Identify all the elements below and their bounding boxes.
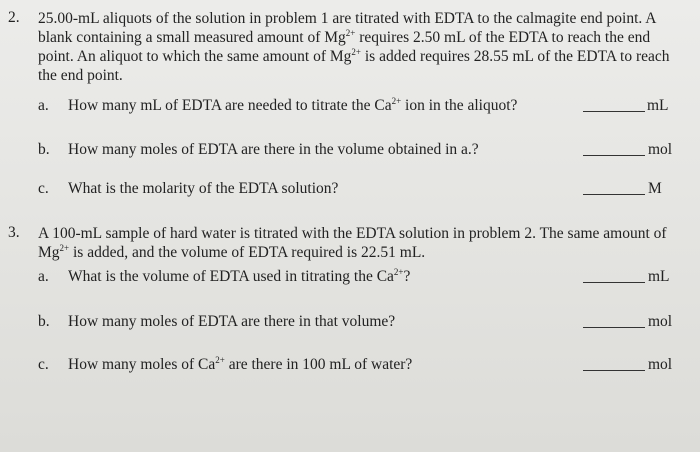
- problem-2-question-a: [38, 97, 688, 119]
- question-text: How many moles of EDTA are there in the volume obtained in a.?: [68, 141, 479, 158]
- answer-unit: mol: [648, 313, 673, 330]
- question-text: What is the molarity of the EDTA solution?: [68, 180, 339, 197]
- question-letter: b.: [38, 141, 50, 158]
- problem-3-question-c: [38, 356, 688, 378]
- answer-unit: M: [648, 180, 662, 197]
- answer-blank[interactable]: [583, 327, 645, 328]
- problem-3-text: A 100-mL sample of hard water is titrated with the EDTA solution in problem 2. The same amount of $Mg^{2+}$ is added, and the volume of EDTA required is 22.51 mL.: [38, 225, 667, 261]
- question-text: How many moles of $Ca^{2+}$ are there in 100 mL of water?: [68, 355, 413, 373]
- answer-unit: mol: [648, 141, 673, 158]
- answer-blank[interactable]: [583, 282, 645, 283]
- superscript-charge: 2+: [391, 96, 402, 106]
- superscript-charge: 2+: [59, 243, 70, 253]
- answer-blank[interactable]: [583, 111, 645, 112]
- answer-unit: mL: [648, 268, 670, 285]
- question-letter: c.: [38, 356, 49, 373]
- superscript-charge: 2+: [215, 355, 225, 365]
- problem-2: [8, 9, 688, 85]
- question-letter: a.: [38, 97, 49, 114]
- question-letter: b.: [38, 313, 50, 330]
- superscript-charge: 2+: [351, 47, 361, 57]
- answer-unit: mL: [647, 97, 669, 114]
- superscript-charge: 2+: [393, 267, 404, 277]
- problem-2-question-c: [38, 180, 688, 202]
- problem-2-question-b: [38, 141, 688, 163]
- superscript-charge: 2+: [345, 28, 356, 38]
- problem-3-number: 3.: [8, 224, 20, 241]
- answer-unit: mol: [648, 356, 673, 373]
- answer-blank[interactable]: [583, 155, 645, 156]
- problem-2-number: 2.: [8, 9, 20, 26]
- question-text: How many mL of EDTA are needed to titrate the $Ca^{2+}$ ion in the aliquot?: [68, 96, 518, 114]
- question-letter: c.: [38, 180, 49, 197]
- answer-blank[interactable]: [583, 370, 645, 371]
- problem-3-question-a: [38, 268, 688, 290]
- question-text: How many moles of EDTA are there in that volume?: [68, 313, 396, 330]
- question-letter: a.: [38, 268, 49, 285]
- question-text: What is the volume of EDTA used in titrating the $Ca^{2+}$?: [68, 267, 411, 285]
- problem-2-text: 25.00-mL aliquots of the solution in problem 1 are titrated with EDTA to the calmagite end point. A blank containing a small measured amount of $Mg^{2+}$ requires 2.50 mL of the EDTA to reach the end point. An aliquot to which the same amount of $Mg^{2+}$ is added requires 28.55 mL of the EDTA to reach the end point.: [38, 10, 670, 84]
- problem-3-question-b: [38, 313, 688, 335]
- answer-blank[interactable]: [583, 194, 645, 195]
- problem-3: [8, 224, 688, 262]
